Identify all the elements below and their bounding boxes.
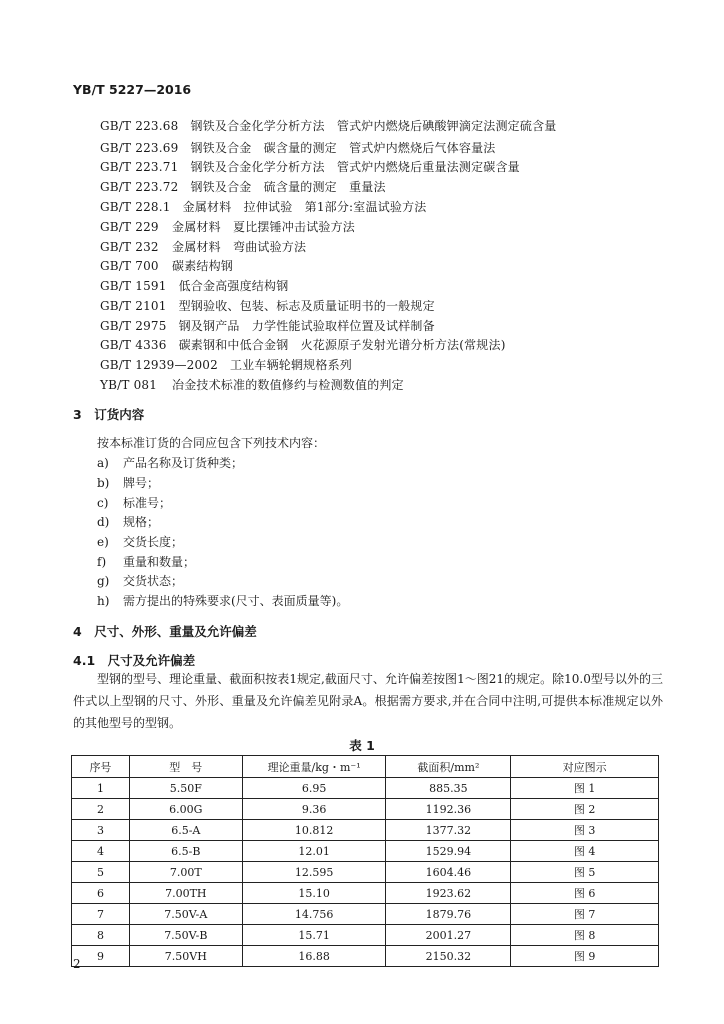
table-cell: 图 6 [511, 883, 659, 904]
table-cell: 7 [72, 904, 130, 925]
list-item-label: d) [97, 515, 110, 529]
list-item [97, 572, 183, 589]
reference-code: GB/T 229 [100, 220, 159, 234]
reference-title: 钢铁及合金化学分析方法 管式炉内燃烧后碘酸钾滴定法测定硫含量 [190, 119, 557, 133]
table-cell: 5 [72, 862, 130, 883]
table-cell: 7.50V-A [129, 904, 242, 925]
section-3-heading: 3 订货内容 [73, 407, 145, 422]
list-item-label: h) [97, 594, 110, 608]
table-row [72, 799, 659, 820]
reference-title: 型钢验收、包装、标志及质量证明书的一般规定 [178, 299, 435, 313]
reference-code: GB/T 2101 [100, 299, 167, 313]
table-cell: 8 [72, 925, 130, 946]
reference-title: 工业车辆轮辋规格系列 [229, 358, 352, 372]
reference-item [100, 317, 435, 334]
table-cell: 图 7 [511, 904, 659, 925]
list-item-text: 交货长度； [123, 535, 184, 549]
table-cell: 6 [72, 883, 130, 904]
table-cell: 12.595 [242, 862, 386, 883]
list-item-label: f) [97, 555, 107, 569]
table-cell: 9.36 [242, 799, 386, 820]
list-item-text: 重量和数量； [123, 555, 196, 569]
table-cell: 885.35 [386, 778, 511, 799]
table-cell: 图 1 [511, 778, 659, 799]
reference-title: 钢铁及合金 碳含量的测定 管式炉内燃烧后气体容量法 [190, 141, 496, 155]
table-cell: 图 5 [511, 862, 659, 883]
table-cell: 图 9 [511, 946, 659, 967]
reference-code: GB/T 223.68 [100, 119, 179, 133]
list-item-text: 需方提出的特殊要求(尺寸、表面质量等)。 [123, 594, 349, 608]
table-cell: 6.00G [129, 799, 242, 820]
reference-item [100, 356, 352, 373]
reference-code: GB/T 4336 [100, 338, 167, 352]
reference-item [100, 238, 306, 255]
reference-code: GB/T 12939—2002 [100, 358, 218, 372]
table-cell: 1529.94 [386, 841, 511, 862]
list-item-label: e) [97, 535, 109, 549]
list-item-label: c) [97, 496, 109, 510]
table-cell: 图 8 [511, 925, 659, 946]
section-4-heading: 4 尺寸、外形、重量及允许偏差 [73, 624, 257, 639]
list-item-text: 交货状态； [123, 574, 184, 588]
list-item [97, 553, 195, 570]
reference-code: YB/T 081 [100, 378, 158, 392]
table-cell: 2001.27 [386, 925, 511, 946]
table-cell: 1 [72, 778, 130, 799]
table-cell: 6.5-B [129, 841, 242, 862]
table-cell: 4 [72, 841, 130, 862]
reference-item [100, 198, 427, 215]
reference-code: GB/T 223.69 [100, 141, 179, 155]
reference-item [100, 218, 355, 235]
list-item [97, 592, 348, 609]
table-cell: 3 [72, 820, 130, 841]
table-cell: 9 [72, 946, 130, 967]
reference-title: 金属材料 弯曲试验方法 [172, 240, 307, 254]
reference-item [100, 158, 520, 175]
section-4-1-heading: 4.1 尺寸及允许偏差 [73, 653, 196, 668]
reference-code: GB/T 232 [100, 240, 159, 254]
list-item [97, 474, 159, 491]
table-row [72, 841, 659, 862]
table-cell: 6.95 [242, 778, 386, 799]
table-cell: 12.01 [242, 841, 386, 862]
reference-title: 低合金高强度结构钢 [178, 279, 289, 293]
reference-title: 钢铁及合金 硫含量的测定 重量法 [190, 180, 386, 194]
reference-title: 碳素结构钢 [172, 259, 234, 273]
table-title: 表 1 [349, 738, 375, 753]
table-cell: 7.50V-B [129, 925, 242, 946]
list-item-text: 规格； [123, 515, 160, 529]
table-cell: 图 4 [511, 841, 659, 862]
list-item [97, 533, 183, 550]
reference-title: 金属材料 夏比摆锤冲击试验方法 [172, 220, 356, 234]
list-item-text: 产品名称及订货种类； [123, 456, 244, 470]
table-cell: 图 3 [511, 820, 659, 841]
reference-item [100, 257, 233, 274]
table-row [72, 925, 659, 946]
reference-code: GB/T 1591 [100, 279, 167, 293]
reference-item [100, 336, 506, 353]
list-item-label: g) [97, 574, 110, 588]
table-cell: 1604.46 [386, 862, 511, 883]
table-row [72, 862, 659, 883]
reference-code: GB/T 2975 [100, 319, 167, 333]
column-header-model: 型 号 [129, 756, 242, 778]
standard-code-header: YB/T 5227—2016 [73, 82, 192, 97]
list-item-text: 标准号； [123, 496, 172, 510]
table-row [72, 778, 659, 799]
table-cell: 5.50F [129, 778, 242, 799]
table-cell: 7.00T [129, 862, 242, 883]
table-row [72, 904, 659, 925]
reference-item [100, 297, 435, 314]
list-item-text: 牌号； [123, 476, 160, 490]
column-header-figure: 对应图示 [511, 756, 659, 778]
page-number: 2 [73, 957, 81, 971]
table-cell: 14.756 [242, 904, 386, 925]
table-cell: 15.10 [242, 883, 386, 904]
table-cell: 6.5-A [129, 820, 242, 841]
reference-code: GB/T 700 [100, 259, 159, 273]
reference-code: GB/T 223.71 [100, 160, 179, 174]
reference-code: GB/T 223.72 [100, 180, 179, 194]
table-cell: 10.812 [242, 820, 386, 841]
table-cell: 2 [72, 799, 130, 820]
table-row [72, 946, 659, 967]
table-row [72, 820, 659, 841]
table-cell: 7.00TH [129, 883, 242, 904]
list-item [97, 494, 171, 511]
reference-item [100, 376, 404, 393]
table-cell: 1923.62 [386, 883, 511, 904]
list-item-label: a) [97, 456, 109, 470]
reference-title: 冶金技术标准的数值修约与检测数值的判定 [172, 378, 404, 392]
reference-item [100, 178, 386, 195]
reference-code: GB/T 228.1 [100, 200, 171, 214]
table-row [72, 883, 659, 904]
section-4-1-paragraph: 型钢的型号、理论重量、截面积按表1规定,截面尺寸、允许偏差按图1～图21的规定。除10.0型号以外的三件式以上型钢的尺寸、外形、重量及允许偏差见附录A。根据需方要求,并在合同中注明,可提供本标准规定以外的其他型号的型钢。 [73, 672, 663, 730]
section-table [71, 755, 659, 967]
table-header-row [72, 756, 659, 778]
section-3-intro: 按本标准订货的合同应包含下列技术内容： [97, 436, 326, 450]
reference-title: 钢铁及合金化学分析方法 管式炉内燃烧后重量法测定碳含量 [190, 160, 520, 174]
reference-item [100, 277, 288, 294]
reference-item [100, 117, 556, 134]
table-cell: 1192.36 [386, 799, 511, 820]
table-cell: 1377.32 [386, 820, 511, 841]
column-header-index: 序号 [72, 756, 130, 778]
reference-title: 钢及钢产品 力学性能试验取样位置及试样制备 [178, 319, 435, 333]
table-cell: 图 2 [511, 799, 659, 820]
list-item-label: b) [97, 476, 110, 490]
table-cell: 2150.32 [386, 946, 511, 967]
table-cell: 1879.76 [386, 904, 511, 925]
column-header-area: 截面积/mm² [386, 756, 511, 778]
column-header-weight: 理论重量/kg・m⁻¹ [242, 756, 386, 778]
table-cell: 16.88 [242, 946, 386, 967]
table-cell: 15.71 [242, 925, 386, 946]
reference-item [100, 139, 495, 156]
reference-title: 碳素钢和中低合金钢 火花源原子发射光谱分析方法(常规法) [178, 338, 506, 352]
reference-title: 金属材料 拉伸试验 第1部分:室温试验方法 [182, 200, 427, 214]
table-cell: 7.50VH [129, 946, 242, 967]
list-item [97, 513, 159, 530]
list-item [97, 454, 243, 471]
